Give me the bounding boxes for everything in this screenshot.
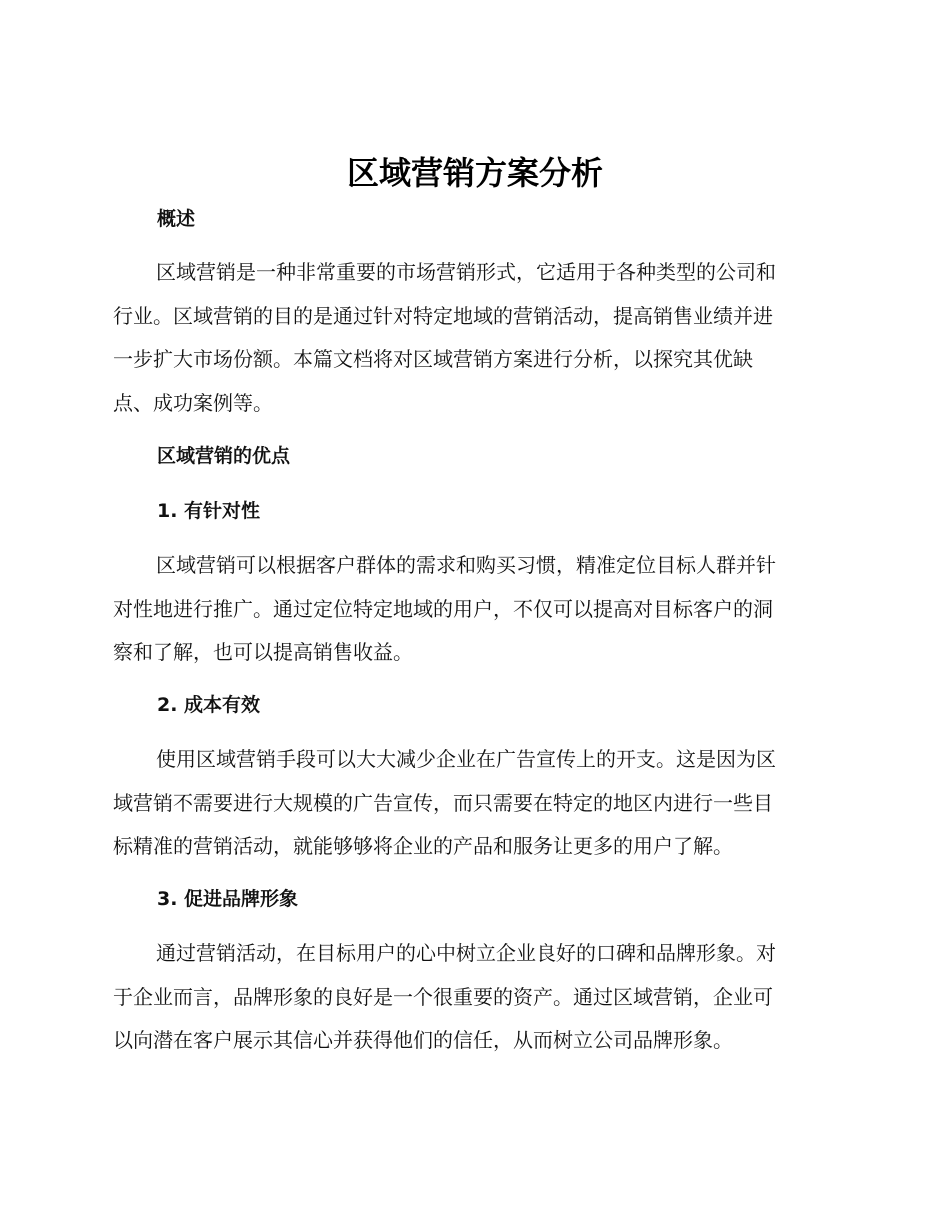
paragraph-line: 察和了解，也可以提高销售收益。: [113, 640, 413, 664]
paragraph-line: 标精准的营销活动，就能够够将企业的产品和服务让更多的用户了解。: [113, 834, 733, 858]
paragraph-line: 以向潜在客户展示其信心并获得他们的信任，从而树立公司品牌形象。: [113, 1028, 733, 1052]
paragraph-targeted: [113, 544, 833, 675]
paragraph-line: 通过营销活动，在目标用户的心中树立企业良好的口碑和品牌形象。对: [156, 941, 776, 965]
section-heading-brand-image: 3. 促进品牌形象: [157, 888, 299, 910]
section-heading-targeted: 1. 有针对性: [157, 500, 261, 522]
paragraph-line: 区域营销可以根据客户群体的需求和购买习惯，精准定位目标人群并针: [156, 553, 776, 577]
section-heading-advantages: 区域营销的优点: [157, 445, 291, 467]
paragraph-line: 区域营销是一种非常重要的市场营销形式，它适用于各种类型的公司和: [156, 260, 776, 284]
paragraph-brand-image: [113, 932, 833, 1063]
paragraph-overview: [113, 251, 833, 425]
paragraph-line: 对性地进行推广。通过定位特定地域的用户，不仅可以提高对目标客户的洞: [113, 596, 773, 621]
paragraph-cost-effective: [113, 738, 833, 869]
section-heading-overview: 概述: [157, 208, 196, 230]
document-title: 区域营销方案分析: [346, 154, 603, 192]
paragraph-line: 点、成功案例等。: [113, 390, 273, 415]
paragraph-line: 域营销不需要进行大规模的广告宣传，而只需要在特定的地区内进行一些目: [113, 790, 773, 815]
paragraph-line: 行业。区域营销的目的是通过针对特定地域的营销活动，提高销售业绩并进: [113, 303, 773, 328]
paragraph-line: 使用区域营销手段可以大大减少企业在广告宣传上的开支。这是因为区: [156, 747, 776, 771]
paragraph-line: 一步扩大市场份额。本篇文档将对区域营销方案进行分析，以探究其优缺: [113, 347, 753, 371]
section-heading-cost-effective: 2. 成本有效: [157, 694, 261, 716]
paragraph-line: 于企业而言，品牌形象的良好是一个很重要的资产。通过区域营销，企业可: [113, 984, 773, 1009]
